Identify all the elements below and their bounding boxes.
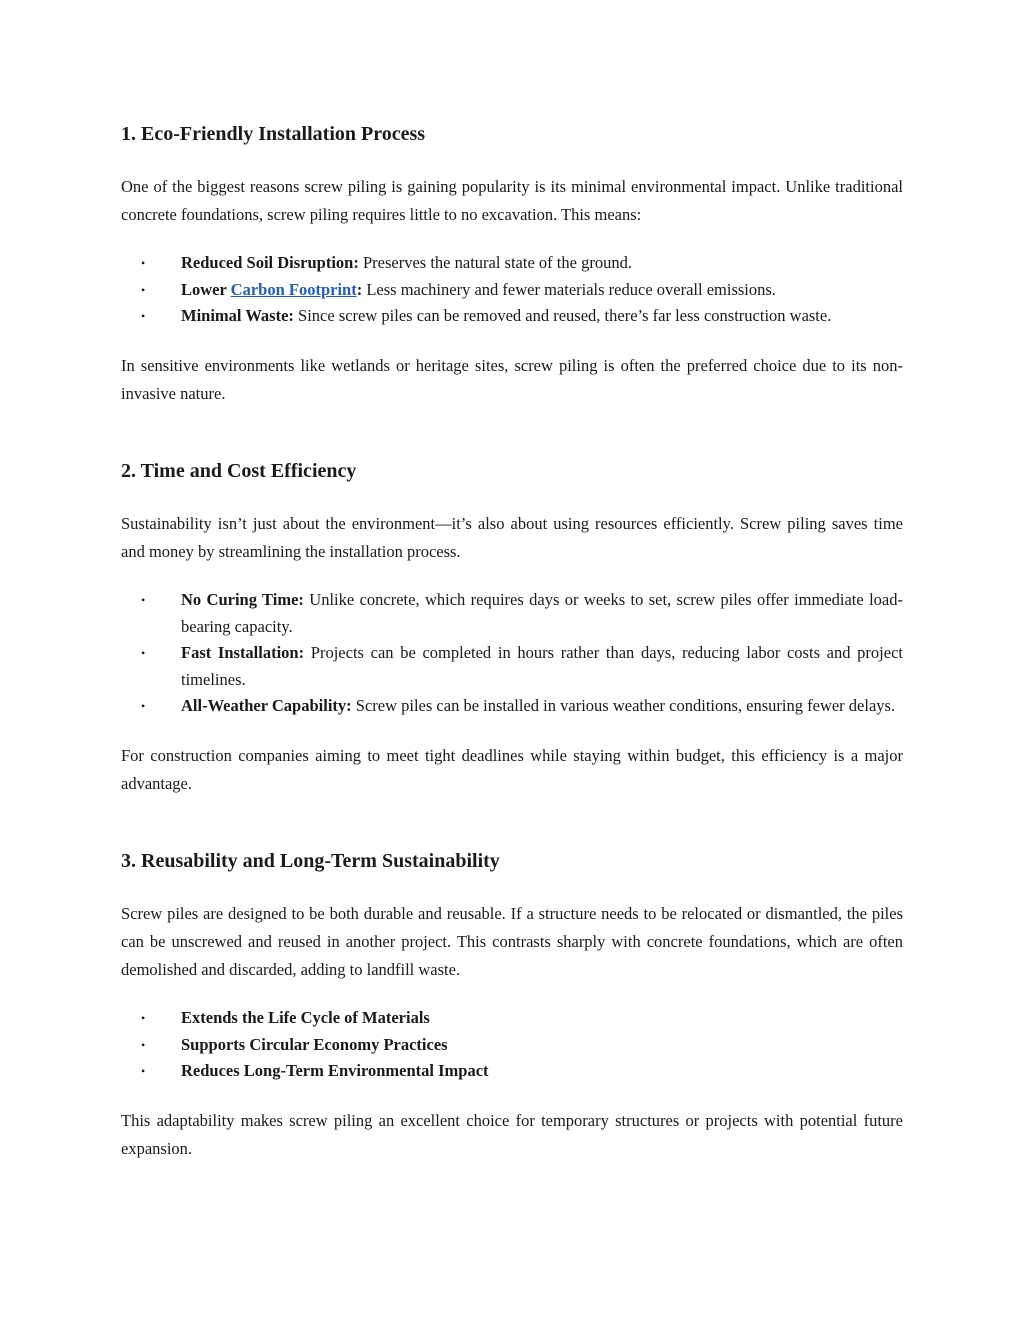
item-term: Reduced Soil Disruption:	[181, 253, 359, 272]
item-term: Supports Circular Economy Practices	[181, 1034, 448, 1054]
bullet-icon: •	[141, 593, 146, 607]
section-outro: For construction companies aiming to meet tight deadlines while staying within budget, this efficiency is a major advantage.	[121, 745, 903, 793]
item-text: Screw piles can be installed in various weather conditions, ensuring fewer delays.	[351, 696, 896, 715]
section-outro: In sensitive environments like wetlands or heritage sites, screw piling is often the preferred choice due to its non-invasive nature.	[121, 355, 903, 403]
item-term-suffix: :	[356, 279, 363, 299]
bullet-icon: •	[141, 699, 146, 713]
bullet-list	[121, 587, 903, 720]
item-term: All-Weather Capability:	[181, 696, 352, 715]
item-term: Minimal Waste:	[181, 306, 294, 325]
bullet-icon: •	[141, 1037, 146, 1052]
section-time-cost	[121, 459, 903, 798]
item-term: Fast Installation:	[181, 643, 305, 662]
list-item	[121, 693, 903, 720]
section-eco-friendly	[121, 122, 903, 408]
section-heading: 2. Time and Cost Efficiency	[121, 460, 357, 482]
list-item	[121, 587, 903, 640]
item-term: Reduces Long-Term Environmental Impact	[181, 1061, 489, 1080]
bullet-icon: •	[141, 1011, 146, 1025]
item-text: Unlike concrete, which requires days or weeks to set, screw piles offer immediate load-bearing capacity.	[181, 590, 903, 636]
section-reusability	[121, 849, 903, 1163]
item-text: Projects can be completed in hours rather than days, reducing labor costs and project timelines.	[181, 643, 903, 689]
section-intro: One of the biggest reasons screw piling is gaining popularity is its minimal environmental impact. Unlike traditional concrete foundations, screw piling requires little to no excavation. This means:	[121, 177, 903, 224]
list-item	[121, 1058, 903, 1085]
list-item	[121, 1032, 903, 1059]
section-outro: This adaptability makes screw piling an excellent choice for temporary structures or projects with potential future expansion.	[121, 1110, 903, 1158]
bullet-icon: •	[141, 256, 146, 270]
bullet-icon: •	[141, 1064, 146, 1078]
bullet-icon: •	[141, 646, 146, 660]
list-item	[121, 303, 903, 330]
item-term: No Curing Time:	[181, 590, 304, 609]
item-text: Preserves the natural state of the ground.	[358, 253, 632, 272]
bullet-list	[121, 1005, 903, 1085]
list-item	[121, 277, 903, 304]
item-term-prefix: Lower	[181, 279, 231, 299]
bullet-icon: •	[141, 282, 146, 297]
item-term: Extends the Life Cycle of Materials	[181, 1008, 430, 1027]
section-heading: 1. Eco-Friendly Installation Process	[121, 123, 426, 145]
section-intro: Screw piles are designed to be both durable and reusable. If a structure needs to be relocated or dismantled, the piles can be unscrewed and reused in another project. This contrasts sharply with concrete foundations, which are often demolished and discarded, adding to landfill waste.	[121, 904, 903, 979]
bullet-icon: •	[141, 309, 146, 323]
section-heading: 3. Reusability and Long-Term Sustainability	[121, 850, 500, 872]
item-text: Since screw piles can be removed and reused, there’s far less construction waste.	[293, 306, 832, 325]
list-item	[121, 640, 903, 693]
bullet-list	[121, 250, 903, 330]
list-item	[121, 250, 903, 277]
carbon-footprint-link[interactable]: Carbon Footprint	[230, 279, 357, 299]
section-intro: Sustainability isn’t just about the environment—it’s also about using resources efficiently. Screw piling saves time and money by streamlining the installation process.	[121, 514, 903, 561]
item-text: Less machinery and fewer materials reduce overall emissions.	[362, 279, 776, 299]
list-item	[121, 1005, 903, 1032]
